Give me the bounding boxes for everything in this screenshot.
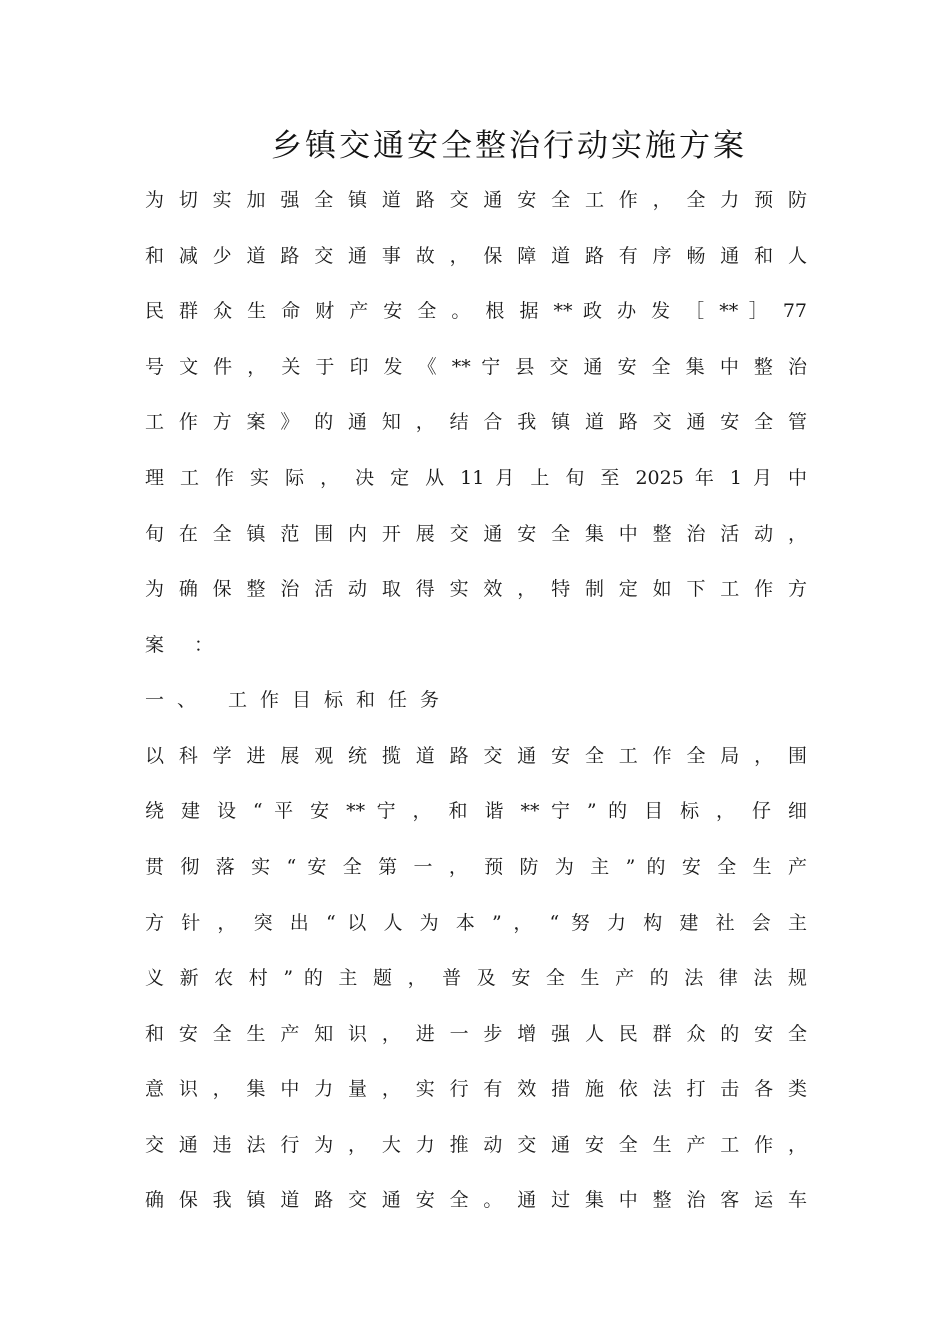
body-line: 交 通 违 法 行 为 ， 大 力 推 动 交 通 安 全 生 产 工 作 ， bbox=[145, 1134, 807, 1156]
body-line: 和 减 少 道 路 交 通 事 故 ， 保 障 道 路 有 序 畅 通 和 人 bbox=[145, 245, 807, 267]
body-line: 以 科 学 进 展 观 统 揽 道 路 交 通 安 全 工 作 全 局 ， 围 bbox=[145, 745, 807, 767]
body-line: 绕 建 设 “ 平 安 ** 宁 ， 和 谐 ** 宁 ” 的 目 标 ， 仔 细 bbox=[145, 800, 807, 822]
body-line: 为 切 实 加 强 全 镇 道 路 交 通 安 全 工 作 ， 全 力 预 防 bbox=[145, 189, 807, 211]
body-line: 号 文 件 ， 关 于 印 发 《 ** 宁 县 交 通 安 全 集 中 整 治 bbox=[145, 356, 807, 378]
section-heading: 一、 工作目标和任务 bbox=[145, 689, 453, 711]
body-line: 义 新 农 村 ” 的 主 题 ， 普 及 安 全 生 产 的 法 律 法 规 bbox=[145, 967, 807, 989]
body-line: 意 识 ， 集 中 力 量 ， 实 行 有 效 措 施 依 法 打 击 各 类 bbox=[145, 1078, 807, 1100]
document-title: 乡镇交通安全整治行动实施方案 bbox=[271, 128, 747, 164]
body-line: 和 安 全 生 产 知 识 ， 进 一 步 增 强 人 民 群 众 的 安 全 bbox=[145, 1023, 807, 1045]
body-line: 为 确 保 整 治 活 动 取 得 实 效 ， 特 制 定 如 下 工 作 方 bbox=[145, 578, 807, 600]
body-line: 方 针 ， 突 出 “ 以 人 为 本 ” ， “ 努 力 构 建 社 会 主 bbox=[145, 912, 807, 934]
body-line: 案 ： bbox=[145, 634, 226, 656]
body-line: 工 作 方 案 》 的 通 知 ， 结 合 我 镇 道 路 交 通 安 全 管 bbox=[145, 411, 807, 433]
body-line: 贯 彻 落 实 “ 安 全 第 一 ， 预 防 为 主 ” 的 安 全 生 产 bbox=[145, 856, 807, 878]
body-line: 理 工 作 实 际 ， 决 定 从 11 月 上 旬 至 2025 年 1 月 中 bbox=[145, 467, 807, 489]
body-line: 民 群 众 生 命 财 产 安 全 。 根 据 ** 政 办 发 ［ ** ］ 77 bbox=[145, 300, 807, 322]
body-line: 旬 在 全 镇 范 围 内 开 展 交 通 安 全 集 中 整 治 活 动 ， bbox=[145, 523, 807, 545]
body-line: 确 保 我 镇 道 路 交 通 安 全 。 通 过 集 中 整 治 客 运 车 bbox=[145, 1189, 807, 1211]
